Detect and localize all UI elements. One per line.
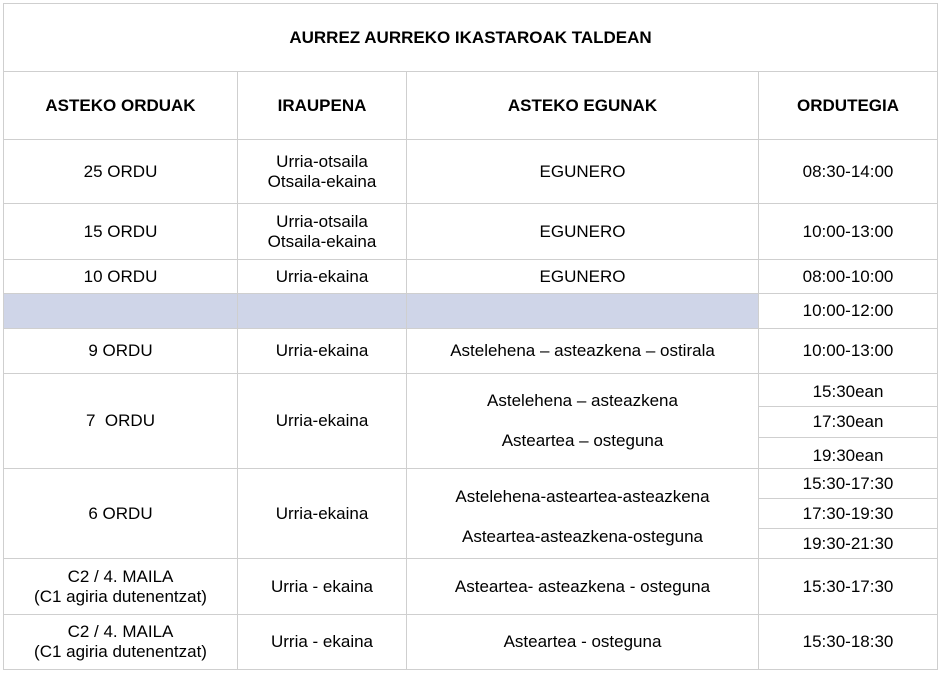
table-row (4, 140, 938, 204)
cell-time: 15:30ean (759, 374, 938, 407)
header-weekly-hours: ASTEKO ORDUAK (4, 72, 238, 140)
cell-hours: 9 ORDU (4, 329, 238, 374)
hours-line: (C1 agiria dutenentzat) (34, 642, 207, 661)
cell-time: 10:00-13:00 (759, 329, 938, 374)
header-row (4, 72, 938, 140)
cell-time: 15:30-18:30 (759, 615, 938, 670)
header-weekdays: ASTEKO EGUNAK (407, 72, 759, 140)
table-row (4, 615, 938, 670)
cell-days: Asteartea- asteazkena - osteguna (407, 559, 759, 615)
cell-hours: 6 ORDU (4, 469, 238, 559)
table-row (4, 469, 938, 499)
cell-duration: Urria-ekaina (238, 469, 407, 559)
table-row (4, 260, 938, 294)
hours-line: C2 / 4. MAILA (67, 566, 174, 586)
cell-duration: Urria - ekaina (238, 559, 407, 615)
hours-line: C2 / 4. MAILA (67, 622, 174, 641)
cell-time: 17:30ean (759, 407, 938, 438)
duration-line: Otsaila-ekaina (267, 171, 377, 191)
cell-hours: 25 ORDU (4, 140, 238, 204)
days-line: Astelehena – asteazkena (487, 391, 678, 410)
highlight-cell (4, 294, 238, 329)
table-row (4, 374, 938, 407)
table-title: AURREZ AURREKO IKASTAROAK TALDEAN (4, 4, 938, 72)
days-line: Astelehena-asteartea-asteazkena (455, 486, 710, 506)
cell-duration (238, 140, 407, 204)
cell-time: 19:30ean (759, 438, 938, 469)
cell-time: 10:00-13:00 (759, 204, 938, 260)
cell-days: Asteartea - osteguna (407, 615, 759, 670)
cell-time: 15:30-17:30 (759, 559, 938, 615)
highlight-cell (407, 294, 759, 329)
cell-duration (238, 204, 407, 260)
table-row-highlighted (4, 294, 938, 329)
table-row (4, 559, 938, 615)
table-row (4, 204, 938, 260)
cell-hours: 15 ORDU (4, 204, 238, 260)
cell-time: 08:30-14:00 (759, 140, 938, 204)
cell-days: Astelehena – asteazkena – ostirala (407, 329, 759, 374)
cell-duration: Urria - ekaina (238, 615, 407, 670)
cell-hours: 10 ORDU (4, 260, 238, 294)
cell-duration: Urria-ekaina (238, 329, 407, 374)
hours-line: (C1 agiria dutenentzat) (34, 586, 207, 606)
duration-line: Urria-otsaila (276, 151, 368, 171)
header-duration: IRAUPENA (238, 72, 407, 140)
duration-line: Otsaila-ekaina (267, 231, 377, 251)
cell-days: EGUNERO (407, 260, 759, 294)
table-row (4, 329, 938, 374)
cell-time: 17:30-19:30 (759, 499, 938, 529)
courses-table (3, 3, 938, 670)
cell-days (407, 469, 759, 559)
cell-time: 19:30-21:30 (759, 529, 938, 559)
days-line: Asteartea-asteazkena-osteguna (462, 526, 703, 546)
cell-hours (4, 615, 238, 670)
table-title-row (4, 4, 938, 72)
cell-days: EGUNERO (407, 140, 759, 204)
header-schedule: ORDUTEGIA (759, 72, 938, 140)
cell-time: 10:00-12:00 (759, 294, 938, 329)
cell-days: EGUNERO (407, 204, 759, 260)
cell-hours: 7 ORDU (4, 374, 238, 469)
cell-hours (4, 559, 238, 615)
cell-time: 15:30-17:30 (759, 469, 938, 499)
cell-duration: Urria-ekaina (238, 374, 407, 469)
cell-duration: Urria-ekaina (238, 260, 407, 294)
days-line: Asteartea – osteguna (501, 431, 664, 450)
highlight-cell (238, 294, 407, 329)
duration-line: Urria-otsaila (276, 211, 368, 231)
cell-time: 08:00-10:00 (759, 260, 938, 294)
cell-days (407, 374, 759, 469)
